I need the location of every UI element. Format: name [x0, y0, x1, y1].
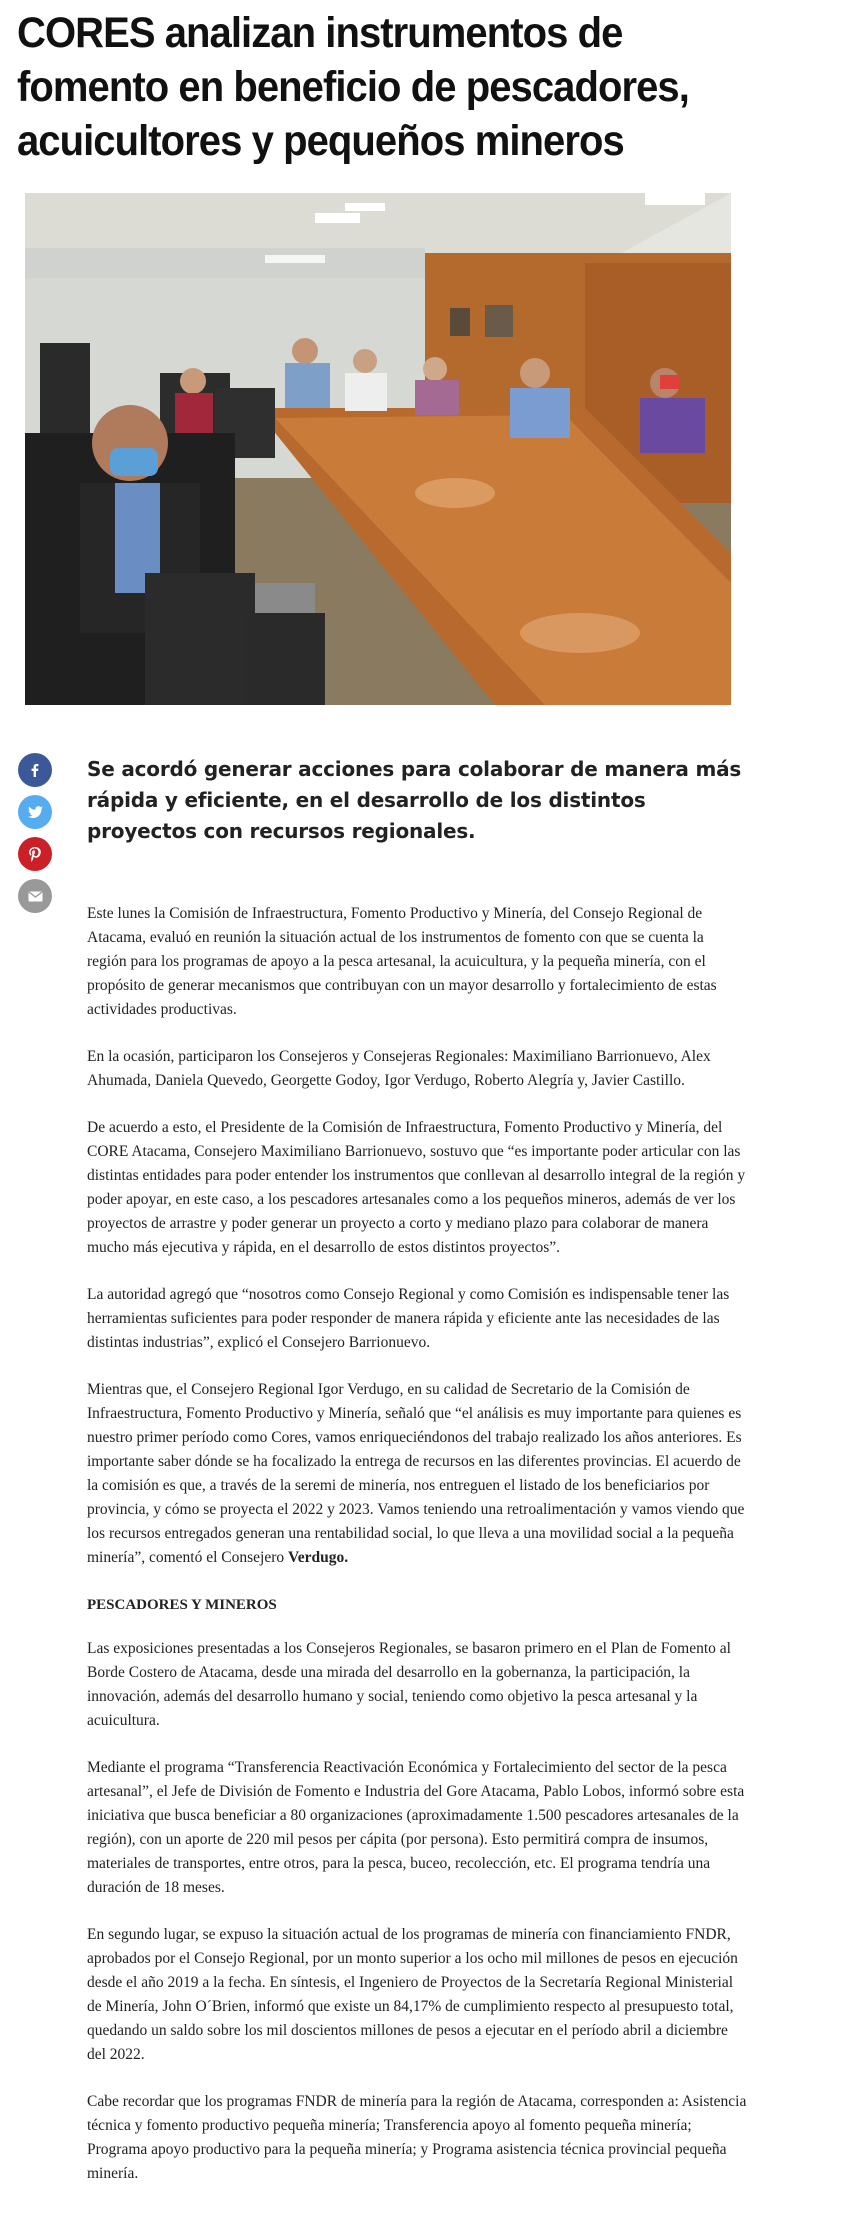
paragraph: De acuerdo a esto, el Presidente de la Comisión de Infraestructura, Fomento Productivo y Minería, del CORE Atacama, Consejero Maximiliano Barrionuevo, sostuvo que “es importante poder articular con las distintas entidades para poder entender los instrumentos que conllevan al desarrollo integral de la región y poder apoyar, en este caso, a los pescadores artesanales como a los pequeños mineros, además de ver los proyectos de arrastre y poder generar un proyecto a corto y mediano plazo para colaborar de manera mucho más ejecutiva y rápida, en el desarrollo de estos distintos proyectos”. — [87, 1119, 746, 1256]
paragraph — [87, 1378, 747, 1570]
share-pinterest-button[interactable] — [18, 837, 52, 871]
twitter-icon — [28, 806, 43, 819]
share-twitter-button[interactable] — [18, 795, 52, 829]
paragraph: La autoridad agregó que “nosotros como Consejo Regional y como Comisión es indispensable tener las herramientas suficientes para poder responder de manera rápida y eficiente ante las necesidades de las distintas industrias”, explicó el Consejero Barrionuevo. — [87, 1286, 730, 1351]
paragraph: Este lunes la Comisión de Infraestructura, Fomento Productivo y Minería, del Consejo Regional de Atacama, evaluó en reunión la situación actual de los instrumentos de fomento con que se cuenta la región para los programas de apoyo a la pesca artesanal, la acuicultura, y la pequeña minería, con el propósito de generar mecanismos que contribuyan con un mayor desarrollo y fortalecimiento de estas actividades productivas. — [87, 905, 717, 1018]
section-heading: PESCADORES Y MINEROS — [87, 1597, 277, 1613]
pinterest-icon — [29, 847, 41, 862]
meeting-room-photo — [25, 193, 731, 705]
paragraph: Cabe recordar que los programas FNDR de minería para la región de Atacama, corresponden a: Asistencia técnica y fomento productivo pequeña minería; Transferencia apoyo al fomento pequeña minería; Programa apoyo productivo para la pequeña minería; y Programa asistencia técnica provincial pequeña minería. — [87, 2093, 747, 2182]
article-title: CORES analizan instrumentos de fomento en beneficio de pescadores, acuicultores y pequeños mineros — [17, 9, 689, 165]
paragraph: Las exposiciones presentadas a los Consejeros Regionales, se basaron primero en el Plan de Fomento al Borde Costero de Atacama, desde una mirada del desarrollo en la gobernanza, la participación, la innovación, además del desarrollo humano y social, teniendo como objetivo la pesca artesanal y la acuicultura. — [87, 1640, 731, 1729]
paragraph-text: Mientras que, el Consejero Regional Igor Verdugo, en su calidad de Secretario de la Comisión de Infraestructura, Fomento Productivo y Minería, señaló que “el análisis es muy importante para quienes es nuestro primer período como Cores, vamos enriqueciéndonos del trabajo realizado los años anteriores. Es importante saber dónde se ha focalizado la entrega de recursos en las diferentes provincias. El acuerdo de la comisión es que, a través de la seremi de minería, nos entreguen el listado de los beneficiarios por provincia, y cómo se proyecta el 2022 y 2023. Vamos teniendo una retroalimentación y vamos viendo que los recursos entregados generan una rentabilidad social, lo que lleva a una movilidad social a la pequeña minería”, comentó el Consejero — [87, 1381, 745, 1566]
facebook-icon — [28, 763, 42, 777]
paragraph-bold-name: Verdugo. — [288, 1549, 349, 1566]
share-facebook-button[interactable] — [18, 753, 52, 787]
article-lead: Se acordó generar acciones para colaborar de manera más rápida y eficiente, en el desarrollo de los distintos proyectos con recursos regionales. — [87, 757, 742, 843]
share-email-button[interactable] — [18, 879, 52, 913]
paragraph: En la ocasión, participaron los Consejeros y Consejeras Regionales: Maximiliano Barrionuevo, Alex Ahumada, Daniela Quevedo, Georgette Godoy, Igor Verdugo, Roberto Alegría y, Javier Castillo. — [87, 1048, 711, 1089]
paragraph: En segundo lugar, se expuso la situación actual de los programas de minería con financiamiento FNDR, aprobados por el Consejo Regional, por un monto superior a los ocho mil millones de pesos en ejecución desde el año 2019 a la fecha. En síntesis, el Ingeniero de Proyectos de la Secretaría Regional Ministerial de Minería, John O´Brien, informó que existe un 84,17% de cumplimiento respecto al presupuesto total, quedando un saldo sobre los mil doscientos millones de pesos a ejecutar en el período abril a diciembre del 2022. — [87, 1926, 738, 2063]
article-photo — [25, 193, 731, 705]
article-body — [87, 902, 747, 2209]
mail-icon — [28, 891, 43, 902]
paragraph: Mediante el programa “Transferencia Reactivación Económica y Fortalecimiento del sector de la pesca artesanal”, el Jefe de División de Fomento e Industria del Gore Atacama, Pablo Lobos, informó sobre esta iniciativa que busca beneficiar a 80 organizaciones (aproximadamente 1.500 pescadores artesanales de la región), con un aporte de 220 mil pesos per cápita (por persona). Esto permitirá compra de insumos, materiales de transportes, entre otros, para la pesca, buceo, recolección, etc. El programa tendría una duración de 18 meses. — [87, 1759, 745, 1896]
